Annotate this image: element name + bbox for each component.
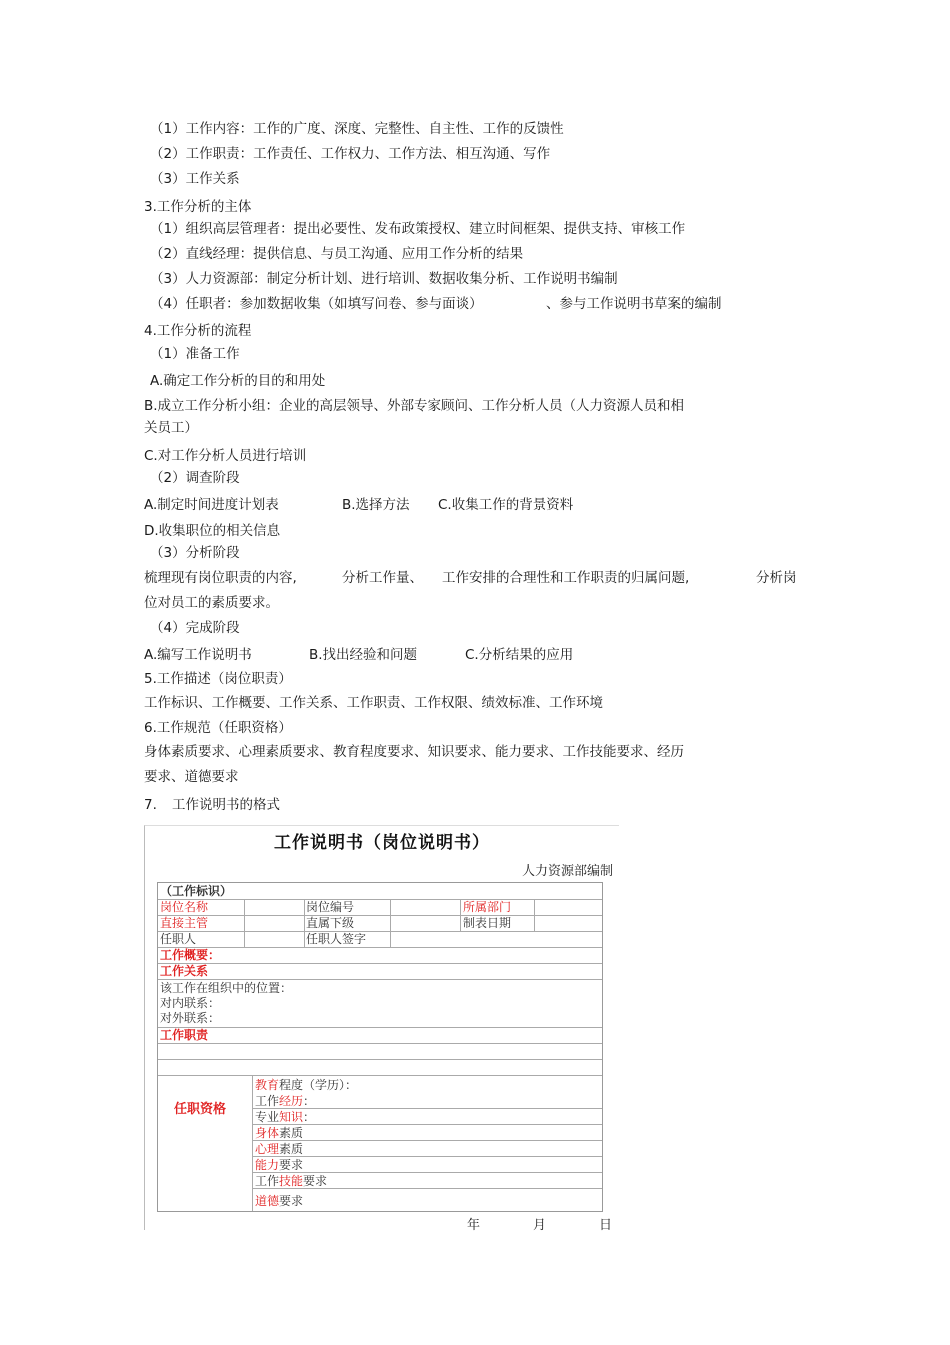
qual-physical: 身体素质 <box>255 1126 304 1140</box>
form-subtitle: 人力资源部编制 <box>521 864 613 879</box>
section-number: 7. <box>144 797 157 813</box>
text-line: A.确定工作分析的目的和用处 <box>150 373 326 389</box>
text-line: 、参与工作说明书草案的编制 <box>546 296 722 312</box>
cell-external-contact: 对外联系： <box>160 1011 221 1025</box>
text-line: （4）完成阶段 <box>150 620 240 636</box>
text-line: D.收集职位的相关信息 <box>144 523 281 539</box>
text-line: （1）工作内容：工作的广度、深度、完整性、自主性、工作的反馈性 <box>150 121 564 137</box>
form-title: 工作说明书（岗位说明书） <box>274 833 490 853</box>
text-line: C.分析结果的应用 <box>465 647 574 663</box>
job-description-form-image <box>144 825 619 1233</box>
qual-education: 教育程度（学历）： <box>255 1078 358 1092</box>
text-line: 要求、道德要求 <box>144 769 239 785</box>
text-line: C.收集工作的背景资料 <box>438 497 574 513</box>
qual-ethics: 道德要求 <box>255 1194 304 1208</box>
qual-knowledge: 专业知识： <box>255 1110 316 1124</box>
qual-ability: 能力要求 <box>255 1158 304 1172</box>
text-line: （3）分析阶段 <box>150 545 240 561</box>
text-line: 梳理现有岗位职责的内容, <box>144 570 297 586</box>
cell-form-date: 制表日期 <box>463 916 512 930</box>
section-heading: 5.工作描述（岗位职责） <box>144 671 292 687</box>
cell-direct-supervisor: 直接主管 <box>160 916 209 930</box>
date-year: 年 <box>467 1218 481 1233</box>
section-heading: 6.工作规范（任职资格） <box>144 720 292 736</box>
text-line: （3）工作关系 <box>150 171 240 187</box>
qual-skills: 工作技能要求 <box>255 1174 328 1188</box>
text-line: 分析工作量、 <box>342 570 423 586</box>
cell-direct-subordinate: 直属下级 <box>306 916 355 930</box>
text-line: A.制定时间进度计划表 <box>144 497 279 513</box>
text-line: （2）调查阶段 <box>150 470 240 486</box>
text-line: A.编写工作说明书 <box>144 647 252 663</box>
section-heading: 3.工作分析的主体 <box>144 199 252 215</box>
date-month: 月 <box>533 1218 547 1233</box>
text-line: 身体素质要求、心理素质要求、教育程度要求、知识要求、能力要求、工作技能要求、经历 <box>144 744 684 760</box>
cell-department: 所属部门 <box>463 900 512 914</box>
cell-position-name: 岗位名称 <box>160 900 209 914</box>
text-line: （2）工作职责：工作责任、工作权力、工作方法、相互沟通、写作 <box>150 146 551 162</box>
text-line: C.对工作分析人员进行培训 <box>144 448 307 464</box>
cell-org-position: 该工作在组织中的位置： <box>160 981 293 995</box>
qual-experience: 工作经历： <box>255 1094 316 1108</box>
cell-incumbent: 任职人 <box>160 932 197 946</box>
cell-incumbent-signature: 任职人签字 <box>306 932 367 946</box>
cell-job-summary: 工作概要： <box>160 948 221 962</box>
text-line: B.成立工作分析小组：企业的高层领导、外部专家顾问、工作分析人员（人力资源人员和相 <box>144 398 685 414</box>
text-line: （1）准备工作 <box>150 346 240 362</box>
qual-psychological: 心理素质 <box>255 1142 304 1156</box>
text-line: （1）组织高层管理者：提出必要性、发布政策授权、建立时间框架、提供支持、审核工作 <box>150 221 686 237</box>
cell-job-duties: 工作职责 <box>160 1028 209 1042</box>
text-line: B.选择方法 <box>342 497 410 513</box>
cell-internal-contact: 对内联系： <box>160 996 221 1010</box>
text-line: （3）人力资源部：制定分析计划、进行培训、数据收集分析、工作说明书编制 <box>150 271 618 287</box>
text-line: 关员工） <box>144 420 198 436</box>
form-table <box>157 882 603 1212</box>
cell-qualifications: 任职资格 <box>174 1102 227 1117</box>
text-line: 位对员工的素质要求。 <box>144 595 279 611</box>
text-line: 分析岗 <box>756 570 797 586</box>
cell-job-relations: 工作关系 <box>160 964 209 978</box>
text-line: 工作标识、工作概要、工作关系、工作职责、工作权限、绩效标准、工作环境 <box>144 695 603 711</box>
text-line: （2）直线经理：提供信息、与员工沟通、应用工作分析的结果 <box>150 246 524 262</box>
date-day: 日 <box>599 1218 613 1233</box>
section-heading: 4.工作分析的流程 <box>144 323 252 339</box>
cell-position-code: 岗位编号 <box>306 900 355 914</box>
text-line: 工作安排的合理性和工作职责的归属问题, <box>442 570 690 586</box>
text-line: B.找出经验和问题 <box>309 647 418 663</box>
text-line: （4）任职者：参加数据收集（如填写问卷、参与面谈） <box>150 296 483 312</box>
section-heading: 工作说明书的格式 <box>172 797 280 813</box>
section-job-id: （工作标识） <box>160 884 233 898</box>
